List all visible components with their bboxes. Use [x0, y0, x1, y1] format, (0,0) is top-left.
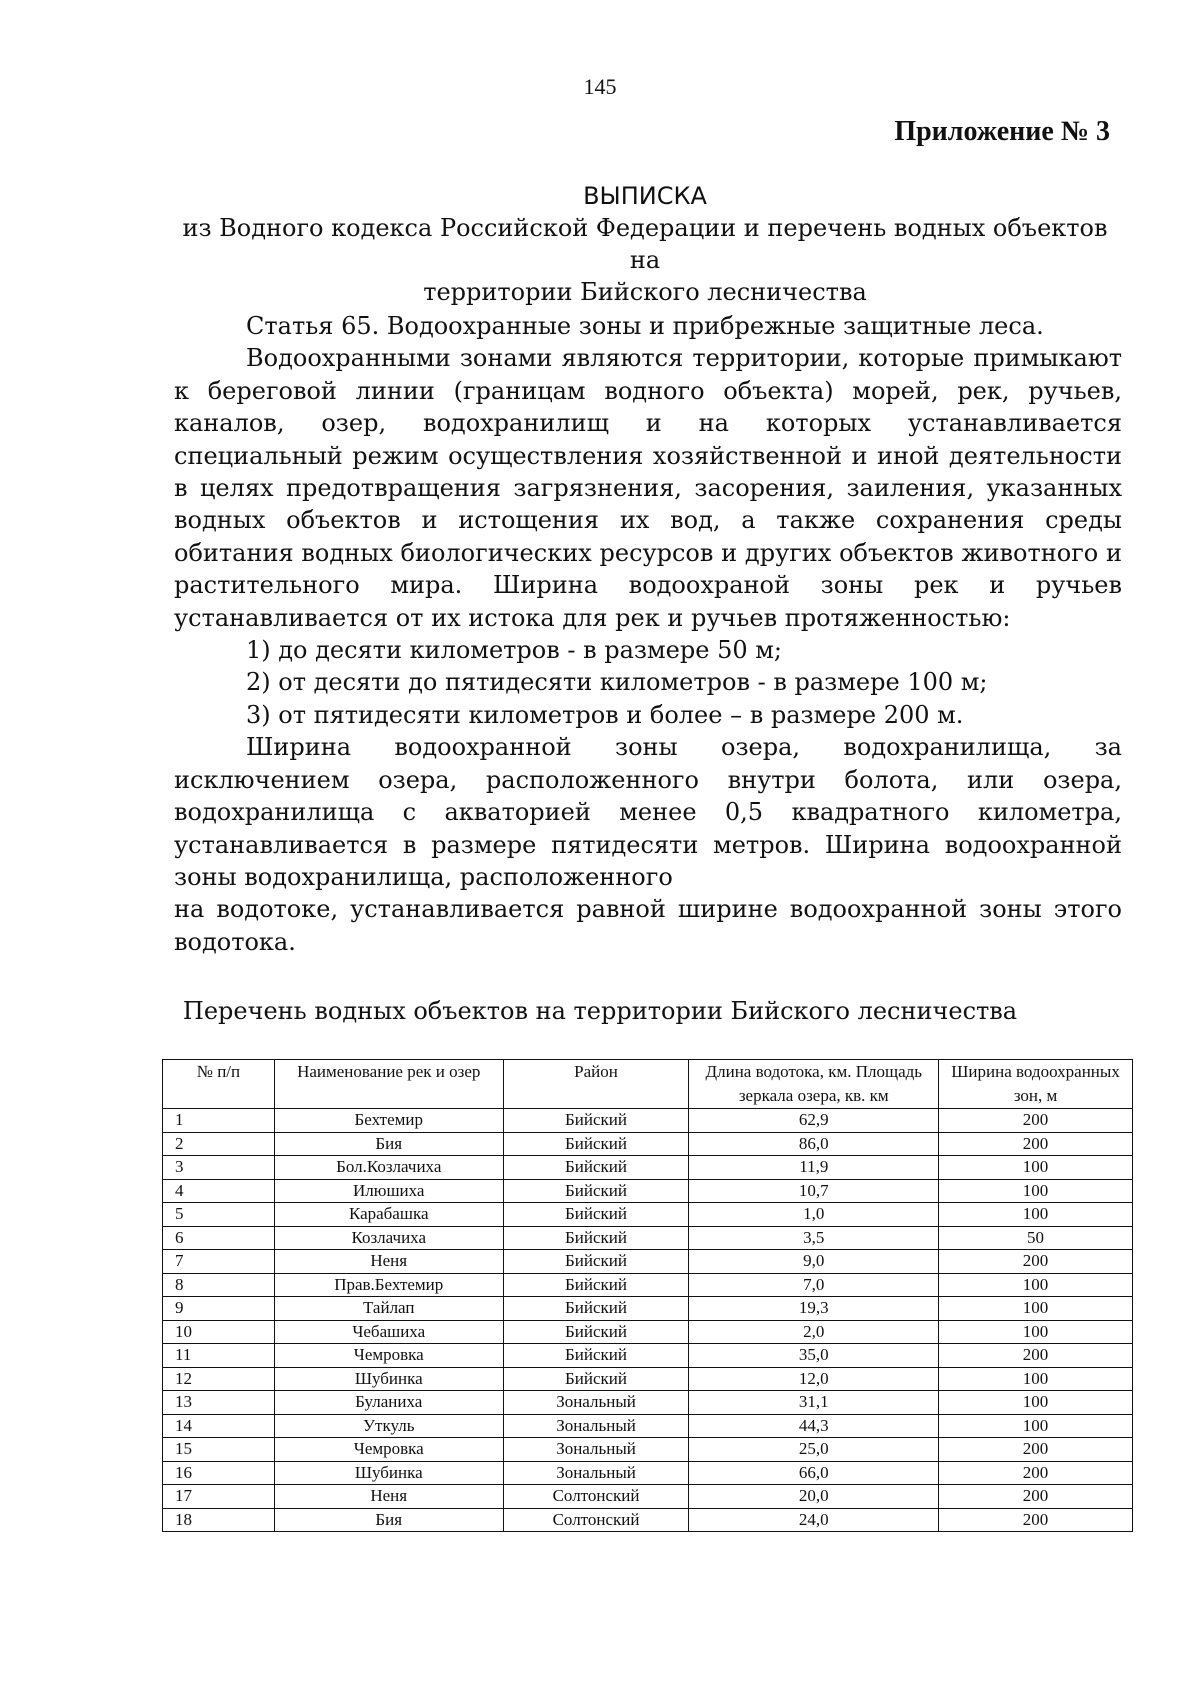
name-cell: Прав.Бехтемир: [274, 1273, 503, 1297]
subtitle-line-2: территории Бийского лесничества: [423, 278, 867, 306]
name-cell: Бия: [274, 1508, 503, 1532]
length-cell: 86,0: [689, 1132, 939, 1156]
list-item-3: 3) от пятидесяти километров и более – в размере 200 м.: [246, 700, 964, 729]
list-title: Перечень водных объектов на территории Бийского лесничества: [182, 997, 1018, 1025]
appendix-label: Приложение № 3: [894, 116, 1110, 147]
length-cell: 31,1: [689, 1391, 939, 1415]
district-cell: Бийский: [503, 1132, 689, 1156]
name-cell: Шубинка: [274, 1367, 503, 1391]
district-cell: Бийский: [503, 1226, 689, 1250]
table-header-row: [163, 1060, 1133, 1109]
paragraph-2b: на водотоке, устанавливается равной ширине водоохранной зоны этого водотока.: [174, 895, 1122, 956]
width-cell: 100: [939, 1179, 1133, 1203]
district-cell: Бийский: [503, 1344, 689, 1368]
row-number-cell: 8: [163, 1273, 275, 1297]
width-cell: 100: [939, 1203, 1133, 1227]
district-cell: Бийский: [503, 1250, 689, 1274]
document-heading: ВЫПИСКА: [583, 182, 707, 210]
name-cell: Бия: [274, 1132, 503, 1156]
district-cell: Бийский: [503, 1156, 689, 1180]
length-cell: 44,3: [689, 1414, 939, 1438]
row-number-cell: 10: [163, 1320, 275, 1344]
list-item-1: 1) до десяти километров - в размере 50 м;: [246, 636, 783, 665]
table-row: [163, 1391, 1133, 1415]
subtitle-line-1: из Водного кодекса Российской Федерации и перечень водных объектов на: [182, 214, 1108, 274]
row-number-cell: 3: [163, 1156, 275, 1180]
district-cell: Бийский: [503, 1203, 689, 1227]
row-number-cell: 6: [163, 1226, 275, 1250]
name-cell: Тайлап: [274, 1297, 503, 1321]
width-cell: 100: [939, 1156, 1133, 1180]
length-cell: 7,0: [689, 1273, 939, 1297]
name-cell: Козлачиха: [274, 1226, 503, 1250]
table-row: [163, 1508, 1133, 1532]
table-row: [163, 1273, 1133, 1297]
row-number-cell: 9: [163, 1297, 275, 1321]
length-cell: 2,0: [689, 1320, 939, 1344]
row-number-cell: 16: [163, 1461, 275, 1485]
name-cell: Чебашиха: [274, 1320, 503, 1344]
row-number-cell: 18: [163, 1508, 275, 1532]
width-cell: 200: [939, 1508, 1133, 1532]
length-cell: 12,0: [689, 1367, 939, 1391]
table-row: [163, 1414, 1133, 1438]
header-width: Ширина водоохранных зон, м: [939, 1060, 1133, 1109]
width-cell: 200: [939, 1109, 1133, 1133]
paragraph-1: Водоохранными зонами являются территории, которые примыкают к береговой линии (границам водного объекта) морей, рек, ручьев, каналов, озер, водохранилищ и на которых устанавливается специальный режим осуществления хозяйственной и иной деятельности в целях предотвращения загрязнения, засорения, заиления, указанных водных объектов и истощения их вод, а также сохранения среды обитания водных биологических ресурсов и других объектов животного и растительного мира. Ширина водоохраной зоны рек и ручьев устанавливается от их истока для рек и ручьев протяженностью:: [174, 344, 1122, 632]
district-cell: Зональный: [503, 1391, 689, 1415]
name-cell: Уткуль: [274, 1414, 503, 1438]
width-cell: 200: [939, 1461, 1133, 1485]
district-cell: Бийский: [503, 1179, 689, 1203]
district-cell: Солтонский: [503, 1485, 689, 1509]
width-cell: 100: [939, 1391, 1133, 1415]
row-number-cell: 12: [163, 1367, 275, 1391]
row-number-cell: 15: [163, 1438, 275, 1462]
row-number-cell: 5: [163, 1203, 275, 1227]
row-number-cell: 4: [163, 1179, 275, 1203]
name-cell: Чемровка: [274, 1438, 503, 1462]
length-cell: 24,0: [689, 1508, 939, 1532]
name-cell: Шубинка: [274, 1461, 503, 1485]
width-cell: 100: [939, 1297, 1133, 1321]
length-cell: 62,9: [689, 1109, 939, 1133]
water-objects-table: [162, 1059, 1133, 1532]
table-row: [163, 1203, 1133, 1227]
district-cell: Бийский: [503, 1367, 689, 1391]
article-body: [174, 310, 1122, 958]
name-cell: Илюшиха: [274, 1179, 503, 1203]
table-row: [163, 1109, 1133, 1133]
district-cell: Бийский: [503, 1320, 689, 1344]
page-number: 145: [583, 74, 617, 99]
table-body: [163, 1109, 1133, 1532]
width-cell: 100: [939, 1414, 1133, 1438]
table-row: [163, 1461, 1133, 1485]
table-row: [163, 1132, 1133, 1156]
name-cell: Карабашка: [274, 1203, 503, 1227]
name-cell: Чемровка: [274, 1344, 503, 1368]
width-cell: 200: [939, 1438, 1133, 1462]
district-cell: Зональный: [503, 1438, 689, 1462]
article-title: Статья 65. Водоохранные зоны и прибрежные защитные леса.: [246, 312, 1044, 340]
header-length: Длина водотока, км. Площадь зеркала озера, кв. км: [689, 1060, 939, 1109]
district-cell: Зональный: [503, 1414, 689, 1438]
table-row: [163, 1438, 1133, 1462]
width-cell: 200: [939, 1132, 1133, 1156]
width-cell: 200: [939, 1344, 1133, 1368]
width-cell: 100: [939, 1320, 1133, 1344]
length-cell: 1,0: [689, 1203, 939, 1227]
length-cell: 20,0: [689, 1485, 939, 1509]
header-district: Район: [503, 1060, 689, 1109]
table-row: [163, 1156, 1133, 1180]
length-cell: 9,0: [689, 1250, 939, 1274]
table-row: [163, 1250, 1133, 1274]
header-number: № п/п: [163, 1060, 275, 1109]
row-number-cell: 1: [163, 1109, 275, 1133]
district-cell: Солтонский: [503, 1508, 689, 1532]
name-cell: Неня: [274, 1250, 503, 1274]
row-number-cell: 7: [163, 1250, 275, 1274]
width-cell: 200: [939, 1250, 1133, 1274]
row-number-cell: 13: [163, 1391, 275, 1415]
table-row: [163, 1297, 1133, 1321]
row-number-cell: 11: [163, 1344, 275, 1368]
length-cell: 66,0: [689, 1461, 939, 1485]
list-item-2: 2) от десяти до пятидесяти километров - в размере 100 м;: [246, 668, 988, 697]
title-block: [170, 180, 1120, 308]
width-cell: 100: [939, 1367, 1133, 1391]
district-cell: Бийский: [503, 1297, 689, 1321]
table-row: [163, 1179, 1133, 1203]
table-row: [163, 1226, 1133, 1250]
row-number-cell: 2: [163, 1132, 275, 1156]
name-cell: Буланиха: [274, 1391, 503, 1415]
length-cell: 3,5: [689, 1226, 939, 1250]
name-cell: Бол.Козлачиха: [274, 1156, 503, 1180]
length-cell: 35,0: [689, 1344, 939, 1368]
table-row: [163, 1485, 1133, 1509]
table-row: [163, 1320, 1133, 1344]
header-name: Наименование рек и озер: [274, 1060, 503, 1109]
row-number-cell: 14: [163, 1414, 275, 1438]
length-cell: 11,9: [689, 1156, 939, 1180]
length-cell: 10,7: [689, 1179, 939, 1203]
name-cell: Бехтемир: [274, 1109, 503, 1133]
width-cell: 100: [939, 1273, 1133, 1297]
district-cell: Зональный: [503, 1461, 689, 1485]
paragraph-2a: Ширина водоохранной зоны озера, водохранилища, за исключением озера, расположенного внутри болота, или озера, водохранилища с акваторией менее 0,5 квадратного километра, устанавливается в размере пятидесяти метров. Ширина водоохранной зоны водохранилища, расположенного: [174, 733, 1122, 891]
length-cell: 25,0: [689, 1438, 939, 1462]
length-cell: 19,3: [689, 1297, 939, 1321]
width-cell: 200: [939, 1485, 1133, 1509]
district-cell: Бийский: [503, 1109, 689, 1133]
table-row: [163, 1367, 1133, 1391]
table-row: [163, 1344, 1133, 1368]
name-cell: Неня: [274, 1485, 503, 1509]
width-cell: 50: [939, 1226, 1133, 1250]
district-cell: Бийский: [503, 1273, 689, 1297]
row-number-cell: 17: [163, 1485, 275, 1509]
